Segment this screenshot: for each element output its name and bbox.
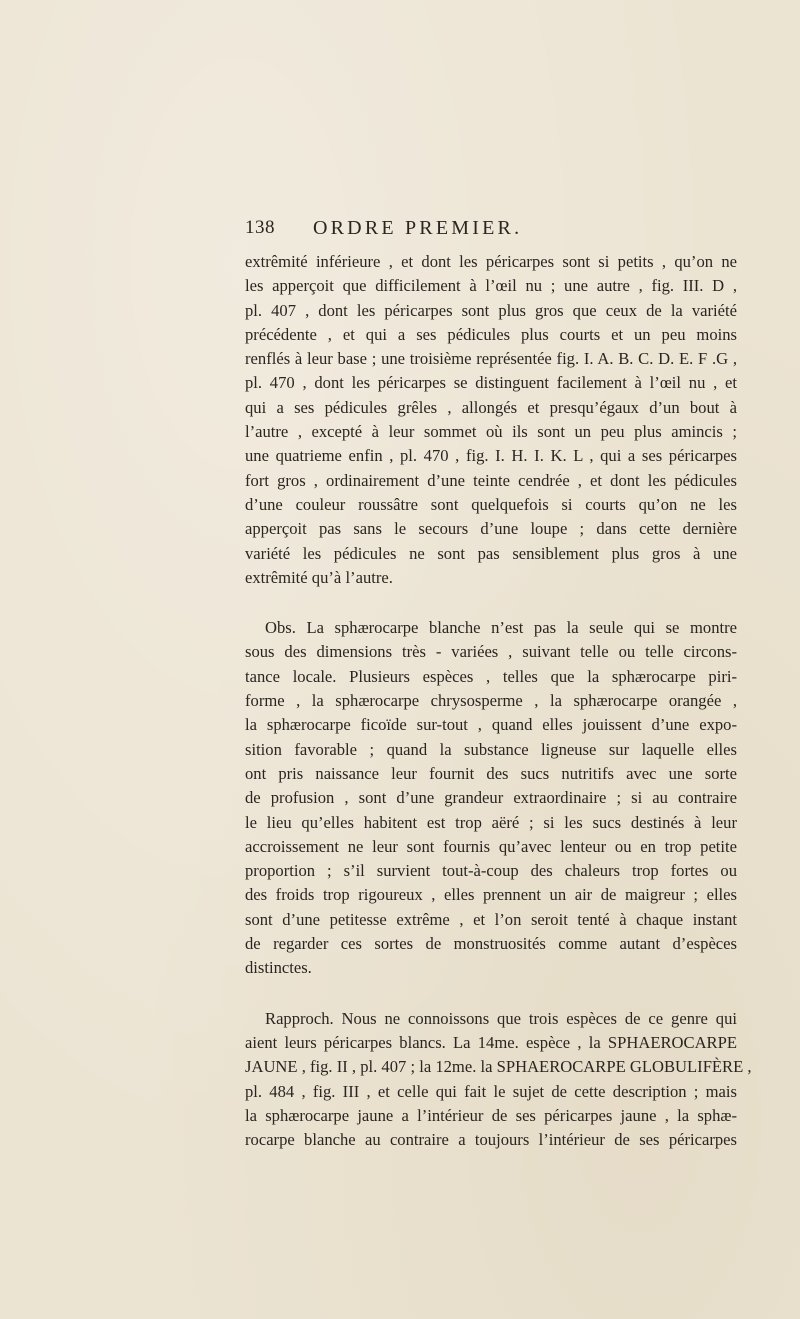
paragraph-observation <box>245 616 737 980</box>
text-line: une quatrieme enfin , pl. 470 , fig. I. H. I. K. L , qui a ses péricarpes <box>245 446 737 466</box>
text-line: sition favorable ; quand la substance ligneuse sur laquelle elles <box>245 739 737 759</box>
paragraph-description <box>245 250 737 590</box>
text-line: sous des dimensions très - variées , suivant telle ou telle circons- <box>245 642 737 662</box>
text-line: tance locale. Plusieurs espèces , telles que la sphærocarpe piri- <box>245 666 737 686</box>
text-line: la sphærocarpe jaune a l’intérieur de ses péricarpes jaune , la sphæ- <box>245 1105 737 1125</box>
text-line: pl. 407 , dont les péricarpes sont plus gros que ceux de la variété <box>245 300 737 320</box>
text-line: accroissement ne leur sont fournis qu’avec lenteur ou en trop petite <box>245 836 737 856</box>
text-line: renflés à leur base ; une troisième représentée fig. I. A. B. C. D. E. F .G , <box>245 349 737 369</box>
page-header <box>245 217 735 247</box>
text-line: le lieu qu’elles habitent est trop aëré ; si les sucs destinés à leur <box>245 812 737 832</box>
text-line: apperçoit pas sans le secours d’une loupe ; dans cette dernière <box>245 519 737 539</box>
text-line: qui a ses pédicules grêles , allongés et presqu’égaux d’un bout à <box>245 397 737 417</box>
text-line: rocarpe blanche au contraire a toujours l’intérieur de ses péricarpes <box>245 1130 737 1150</box>
text-line: Rapproch. Nous ne connoissons que trois espèces de ce genre qui <box>265 1008 737 1028</box>
text-line: l’autre , excepté à leur sommet où ils sont un peu plus amincis ; <box>245 422 737 442</box>
text-line: forme , la sphærocarpe chrysosperme , la sphærocarpe orangée , <box>245 691 737 711</box>
page-number: 138 <box>245 217 275 238</box>
text-line: JAUNE , fig. II , pl. 407 ; la 12me. la SPHAEROCARPE GLOBULIFÈRE , <box>245 1057 752 1077</box>
text-line: pl. 470 , dont les péricarpes se distinguent facilement à l’œil nu , et <box>245 373 737 393</box>
text-line: de regarder ces sortes de monstruosités comme autant d’espèces <box>245 934 737 954</box>
text-line: ont pris naissance leur fournit des sucs nutritifs avec une sorte <box>245 763 737 783</box>
body-text <box>245 250 752 1152</box>
text-line: d’une couleur roussâtre sont quelquefois si courts qu’on ne les <box>245 494 737 514</box>
running-title: ORDRE PREMIER. <box>313 217 523 239</box>
text-line: précédente , et qui a ses pédicules plus courts et un peu moins <box>245 324 737 344</box>
text-line: extrêmité inférieure , et dont les péricarpes sont si petits , qu’on ne <box>245 252 737 271</box>
text-line: aient leurs péricarpes blancs. La 14me. espèce , la SPHAEROCARPE <box>245 1032 737 1052</box>
text-line: proportion ; s’il survient tout-à-coup des chaleurs trop fortes ou <box>245 861 737 881</box>
text-line: les apperçoit que difficilement à l’œil nu ; une autre , fig. III. D , <box>245 276 737 296</box>
text-line: variété les pédicules ne sont pas sensiblement plus gros à une <box>245 543 737 563</box>
text-line: distinctes. <box>245 958 312 978</box>
text-line: Obs. La sphærocarpe blanche n’est pas la seule qui se montre <box>265 618 737 638</box>
text-line: des froids trop rigoureux , elles prennent un air de maigreur ; elles <box>245 885 737 905</box>
text-line: extrêmité qu’à l’autre. <box>245 567 393 587</box>
text-line: la sphærocarpe ficoïde sur-tout , quand elles jouissent d’une expo- <box>245 715 737 735</box>
text-line: fort gros , ordinairement d’une teinte cendrée , et dont les pédicules <box>245 470 737 490</box>
text-line: pl. 484 , fig. III , et celle qui fait le sujet de cette description ; mais <box>245 1081 737 1101</box>
text-line: sont d’une petitesse extrême , et l’on seroit tenté à chaque instant <box>245 909 737 929</box>
text-line: de profusion , sont d’une grandeur extraordinaire ; si au contraire <box>245 788 737 808</box>
paragraph-rapprochement <box>245 1007 752 1153</box>
